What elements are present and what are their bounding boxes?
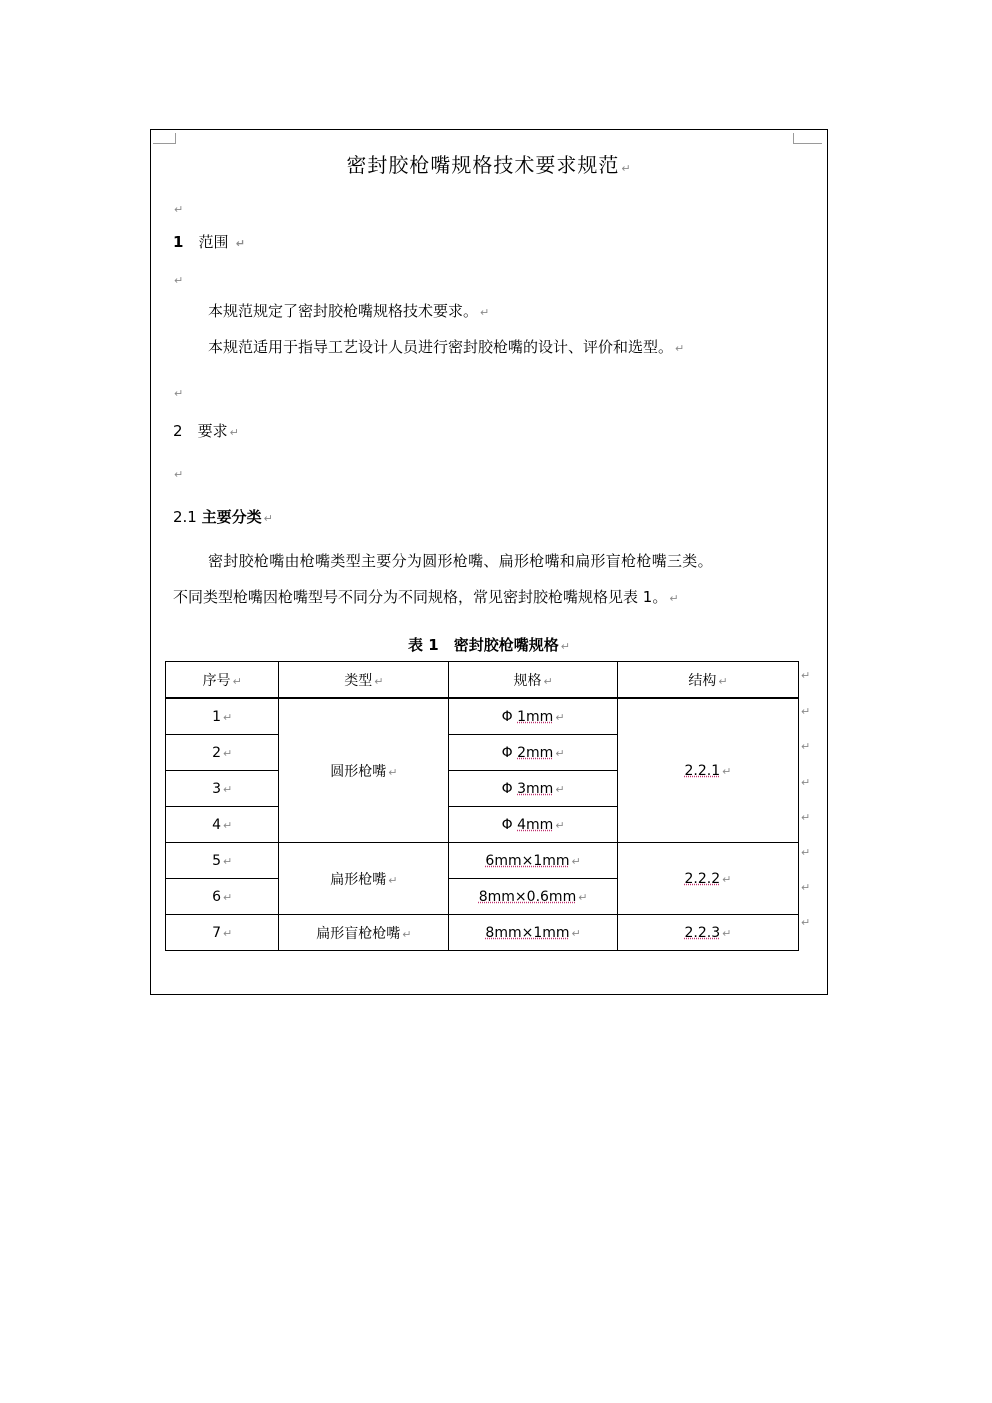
spec-cell: Φ 2mm ↵	[449, 735, 618, 771]
row-end-mark-icon: ↵	[801, 705, 811, 718]
row-end-mark-icon: ↵	[801, 669, 811, 682]
classification-line-1: 密封胶枪嘴由枪嘴类型主要分为圆形枪嘴、扁形枪嘴和扁形盲枪枪嘴三类。	[208, 552, 713, 570]
table-header-row	[166, 662, 799, 699]
paragraph-mark-icon: ↵	[174, 468, 184, 481]
type-cell: 圆形枪嘴 ↵	[279, 698, 449, 843]
classification-line-2: 不同类型枪嘴因枪嘴型号不同分为不同规格，常见密封胶枪嘴规格见表 1。 ↵	[173, 588, 679, 606]
table-row	[166, 698, 799, 735]
structure-cell: 2.2.3 ↵	[617, 915, 798, 951]
spec-cell: Φ 1mm ↵	[449, 698, 618, 735]
row-end-mark-icon: ↵	[801, 881, 811, 894]
seq-cell: 1 ↵	[166, 698, 279, 735]
paragraph-mark-icon: ↵	[675, 342, 685, 355]
paragraph-mark-icon: ↵	[235, 237, 245, 250]
scope-paragraph-1: 本规范规定了密封胶枪嘴规格技术要求。 ↵	[208, 302, 490, 320]
type-cell: 扁形枪嘴 ↵	[279, 843, 449, 915]
seq-cell: 6 ↵	[166, 879, 279, 915]
row-end-mark-icon: ↵	[801, 916, 811, 929]
structure-cell: 2.2.2 ↵	[617, 843, 798, 915]
section-2-heading: 2 要求 ↵	[173, 422, 239, 440]
paragraph-mark-icon: ↵	[174, 274, 184, 287]
paragraph-mark-icon: ↵	[263, 512, 273, 525]
scope-paragraph-2: 本规范适用于指导工艺设计人员进行密封胶枪嘴的设计、评价和选型。 ↵	[208, 338, 685, 356]
seq-cell: 4 ↵	[166, 807, 279, 843]
spec-cell: Φ 3mm ↵	[449, 771, 618, 807]
paragraph-mark-icon: ↵	[229, 426, 239, 439]
seq-cell: 2 ↵	[166, 735, 279, 771]
row-end-mark-icon: ↵	[801, 740, 811, 753]
header-seq: 序号 ↵	[166, 662, 279, 699]
paragraph-mark-icon: ↵	[669, 592, 679, 605]
seq-cell: 5 ↵	[166, 843, 279, 879]
empty-paragraph	[172, 199, 183, 219]
spec-table	[165, 661, 799, 951]
paragraph-mark-icon: ↵	[621, 162, 632, 175]
empty-paragraph	[172, 464, 183, 484]
type-cell: 扁形盲枪枪嘴 ↵	[279, 915, 449, 951]
table-row	[166, 915, 799, 951]
spec-cell: 8mm×0.6mm ↵	[449, 879, 618, 915]
structure-cell: 2.2.1 ↵	[617, 698, 798, 843]
header-structure: 结构 ↵	[617, 662, 798, 699]
section-1-heading: 1 范围 ↵	[173, 233, 245, 251]
spec-cell: 6mm×1mm ↵	[449, 843, 618, 879]
margin-corner-top-right	[793, 133, 822, 144]
spec-cell: Φ 4mm ↵	[449, 807, 618, 843]
row-end-mark-icon: ↵	[801, 776, 811, 789]
section-2-1-heading: 2.1 主要分类 ↵	[173, 508, 273, 526]
seq-cell: 7 ↵	[166, 915, 279, 951]
paragraph-mark-icon: ↵	[560, 640, 570, 653]
paragraph-mark-icon: ↵	[174, 387, 184, 400]
document-title: 密封胶枪嘴规格技术要求规范 ↵	[346, 153, 632, 177]
paragraph-mark-icon: ↵	[174, 203, 184, 216]
row-end-mark-icon: ↵	[801, 811, 811, 824]
header-type: 类型 ↵	[279, 662, 449, 699]
empty-paragraph	[172, 383, 183, 403]
row-end-mark-icon: ↵	[801, 846, 811, 859]
header-spec: 规格 ↵	[449, 662, 618, 699]
table-row	[166, 843, 799, 879]
spec-cell: 8mm×1mm ↵	[449, 915, 618, 951]
paragraph-mark-icon: ↵	[480, 306, 490, 319]
seq-cell: 3 ↵	[166, 771, 279, 807]
margin-corner-top-left	[153, 133, 176, 144]
empty-paragraph	[172, 270, 183, 290]
table-caption: 表 1 密封胶枪嘴规格 ↵	[408, 636, 570, 654]
